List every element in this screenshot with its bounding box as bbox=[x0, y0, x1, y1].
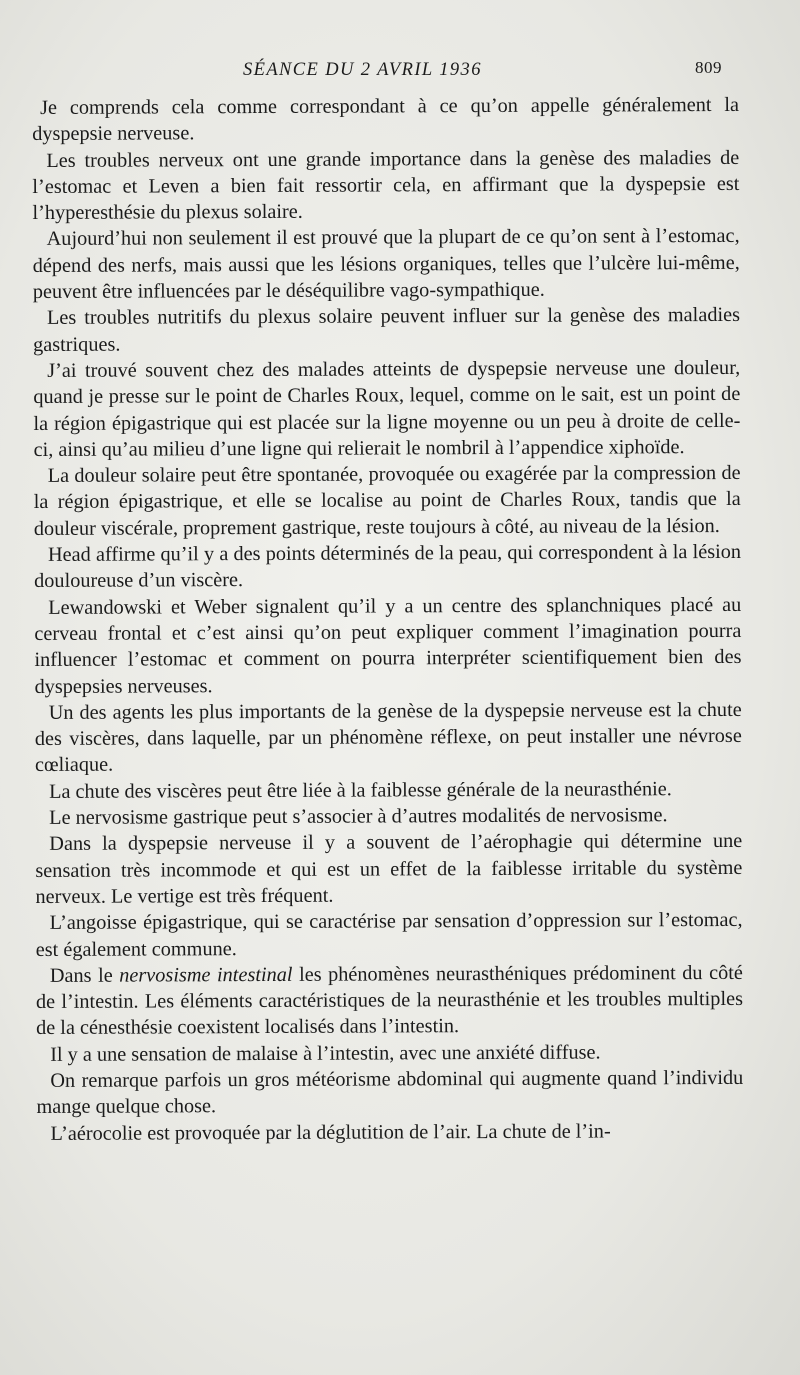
paragraph-text-before: Dans le bbox=[49, 964, 120, 987]
paragraph: Le nervosisme gastrique peut s’associer à d’autres modalités de nervosisme. bbox=[49, 804, 668, 829]
paragraph: La douleur solaire peut être spontanée, provoquée ou exagérée par la compression de la région épigastrique, et elle se localise au point de Charles Roux, tandis que la douleur viscérale, proprement gastrique, reste toujours à côté, au niveau de la lésion. bbox=[33, 462, 741, 540]
paragraph: L’angoisse épigastrique, qui se caractérise par sensation d’oppression sur l’estomac, est également commune. bbox=[35, 909, 743, 961]
paragraph: Un des agents les plus importants de la genèse de la dyspepsie nerveuse est la chute des viscères, dans laquelle, par un phénomène réflexe, on peut installer une névrose cœliaque. bbox=[34, 698, 742, 777]
page-header bbox=[0, 58, 800, 88]
paragraph: Il y a une sensation de malaise à l’intestin, avec une anxiété diffuse. bbox=[50, 1041, 601, 1066]
paragraph: Les troubles nerveux ont une grande importance dans la genèse des maladies de l’estomac et Leven a bien fait ressortir cela, en affirmant que la dyspepsie est l’hyperesthésie du plexus solaire. bbox=[32, 146, 740, 225]
paragraph-text-after: les phénomènes neurasthéniques prédominent du côté de l’intestin. Les éléments caractéristiques de la neurasthénie et les troubles multiples de la cénesthésie coexistent localisés dans l’intestin. bbox=[35, 961, 743, 1040]
page-number: 809 bbox=[695, 58, 722, 77]
paragraph: J’ai trouvé souvent chez des malades atteints de dyspepsie nerveuse une douleur, quand je presse sur le point de Charles Roux, lequel, comme on le sait, est un point de la région épigastrique qui est placée sur la ligne moyenne ou un peu à droite de celle-ci, ainsi qu’au milieu d’une ligne qui relierait le nombril à l’appendice xiphoïde. bbox=[33, 356, 741, 461]
paragraph: Dans la dyspepsie nerveuse il y a souvent de l’aérophagie qui détermine une sensation très incommode et qui est un effet de la faiblesse irritable du système nerveux. Le vertige est très fréquent. bbox=[35, 830, 743, 908]
paragraph: Head affirme qu’il y a des points déterminés de la peau, qui correspondent à la lésion douloureuse d’un viscère. bbox=[34, 540, 742, 593]
paragraph: Les troubles nutritifs du plexus solaire peuvent influer sur la genèse des maladies gastriques. bbox=[33, 304, 741, 356]
body-text bbox=[32, 92, 744, 1147]
paragraph: Aujourd’hui non seulement il est prouvé que la plupart de ce qu’on sent à l’estomac, dépend des nerfs, mais aussi que les lésions organiques, telles que l’ulcère lui-même, peuvent être influencées par le déséquilibre vago-sympathique. bbox=[32, 225, 740, 304]
paragraph: Lewandowski et Weber signalent qu’il y a un centre des splanchniques placé au cerveau frontal et c’est ainsi qu’on peut expliquer comment l’imagination pourra influencer l’estomac et comment on pourra interpréter scientifiquement bien des dyspepsies nerveuses. bbox=[34, 593, 742, 698]
paragraph: On remarque parfois un gros météorisme abdominal qui augmente quand l’individu mange quelque chose. bbox=[36, 1066, 744, 1119]
running-title: SÉANCE DU 2 AVRIL 1936 bbox=[243, 60, 482, 80]
paragraph-nervosisme-intestinal bbox=[36, 960, 743, 1042]
emphasized-term: nervosisme intestinal bbox=[119, 963, 293, 987]
paragraph: La chute des viscères peut être liée à la faiblesse générale de la neurasthénie. bbox=[48, 777, 672, 803]
paragraph: L’aérocolie est provoquée par la déglutition de l’air. La chute de l’in- bbox=[50, 1120, 611, 1145]
paragraph: Je comprends cela comme correspondant à ce qu’on appelle généralement la dyspepsie nerveuse. bbox=[32, 93, 740, 146]
